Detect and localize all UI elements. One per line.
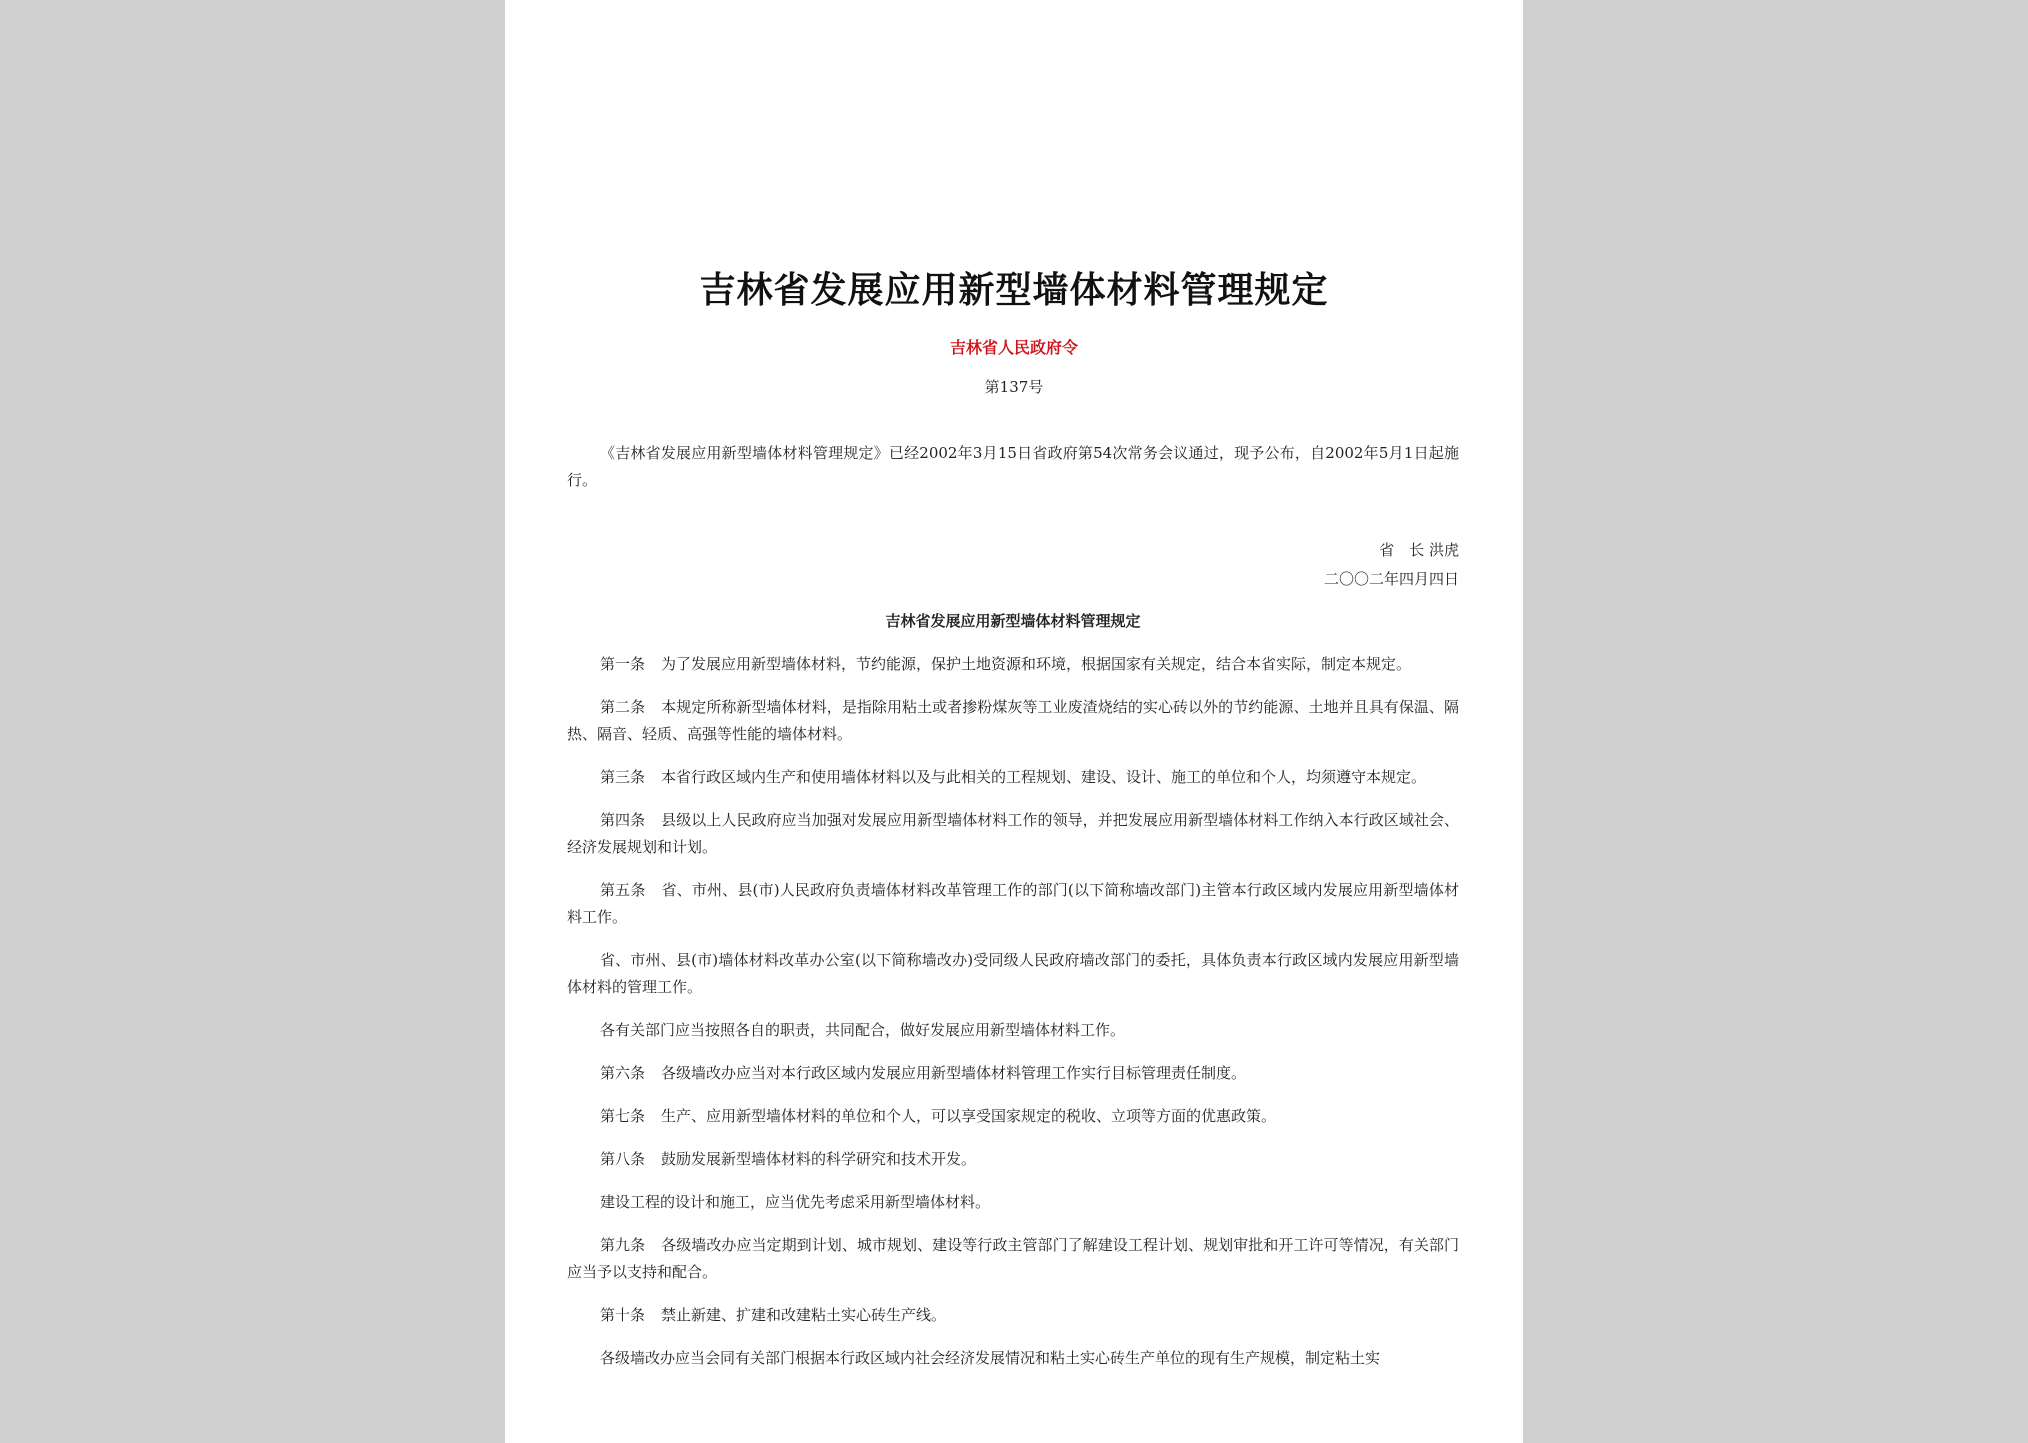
order-number: 第137号: [984, 378, 1044, 396]
article-number: 第一条: [600, 655, 646, 673]
signature-block: [567, 536, 1459, 594]
issuer-line: 吉林省人民政府令: [949, 338, 1078, 357]
article-number: 第八条: [600, 1150, 646, 1168]
article-paragraph: [567, 764, 1459, 791]
preamble-paragraph: 《吉林省发展应用新型墙体材料管理规定》已经2002年3月15日省政府第54次常务会议通过，现予公布，自2002年5月1日起施行。: [567, 444, 1459, 489]
article-text: 各有关部门应当按照各自的职责，共同配合，做好发展应用新型墙体材料工作。: [600, 1021, 1126, 1039]
article-text: 生产、应用新型墙体材料的单位和个人，可以享受国家规定的税收、立项等方面的优惠政策。: [661, 1107, 1277, 1125]
article-number: 第九条: [600, 1236, 646, 1254]
article-text: 鼓励发展新型墙体材料的科学研究和技术开发。: [661, 1150, 977, 1168]
article-number: 第六条: [600, 1064, 646, 1082]
document-body: [567, 440, 1459, 1388]
article-paragraph: [567, 1103, 1459, 1130]
article-text: 省、市州、县(市)墙体材料改革办公室(以下简称墙改办)受同级人民政府墙改部门的委托，具体负责本行政区域内发展应用新型墙体材料的管理工作。: [567, 951, 1459, 996]
article-paragraph: [567, 1060, 1459, 1087]
article-paragraph: [567, 1302, 1459, 1329]
signing-date: 二〇〇二年四月四日: [1323, 570, 1459, 588]
document-title: 吉林省发展应用新型墙体材料管理规定: [699, 269, 1329, 311]
article-paragraph: [567, 1345, 1459, 1372]
article-paragraph: [567, 947, 1459, 1001]
article-text: 各级墙改办应当定期到计划、城市规划、建设等行政主管部门了解建设工程计划、规划审批和开工许可等情况，有关部门应当予以支持和配合。: [567, 1236, 1459, 1281]
article-text: 省、市州、县(市)人民政府负责墙体材料改革管理工作的部门(以下简称墙改部门)主管本行政区域内发展应用新型墙体材料工作。: [567, 881, 1459, 926]
article-text: 各级墙改办应当对本行政区域内发展应用新型墙体材料管理工作实行目标管理责任制度。: [661, 1064, 1247, 1082]
article-paragraph: [567, 651, 1459, 678]
article-text: 本省行政区域内生产和使用墙体材料以及与此相关的工程规划、建设、设计、施工的单位和个人，均须遵守本规定。: [661, 768, 1427, 786]
article-text: 建设工程的设计和施工，应当优先考虑采用新型墙体材料。: [600, 1193, 991, 1211]
article-number: 第三条: [600, 768, 646, 786]
article-number: 第二条: [600, 698, 646, 716]
article-paragraph: [567, 1146, 1459, 1173]
article-number: 第七条: [600, 1107, 646, 1125]
article-text: 本规定所称新型墙体材料，是指除用粘土或者掺粉煤灰等工业废渣烧结的实心砖以外的节约能源、土地并且具有保温、隔热、隔音、轻质、高强等性能的墙体材料。: [567, 698, 1459, 743]
article-paragraph: [567, 1232, 1459, 1286]
article-paragraph: [567, 807, 1459, 861]
article-number: 第十条: [600, 1306, 646, 1324]
article-text: 禁止新建、扩建和改建粘土实心砖生产线。: [661, 1306, 947, 1324]
signer: 省 长 洪虎: [1379, 541, 1459, 559]
article-number: 第四条: [600, 811, 646, 829]
article-text: 各级墙改办应当会同有关部门根据本行政区域内社会经济发展情况和粘土实心砖生产单位的现有生产规模，制定粘土实: [600, 1349, 1381, 1367]
article-number: 第五条: [600, 881, 646, 899]
article-paragraph: [567, 1017, 1459, 1044]
document-page: [505, 0, 1523, 1443]
article-paragraph: [567, 877, 1459, 931]
article-text: 县级以上人民政府应当加强对发展应用新型墙体材料工作的领导，并把发展应用新型墙体材料工作纳入本行政区域社会、经济发展规划和计划。: [567, 811, 1459, 856]
article-paragraph: [567, 694, 1459, 748]
articles-list: [567, 651, 1459, 1372]
article-text: 为了发展应用新型墙体材料，节约能源，保护土地资源和环境，根据国家有关规定，结合本省实际，制定本规定。: [661, 655, 1412, 673]
section-title: 吉林省发展应用新型墙体材料管理规定: [885, 612, 1141, 630]
article-paragraph: [567, 1189, 1459, 1216]
